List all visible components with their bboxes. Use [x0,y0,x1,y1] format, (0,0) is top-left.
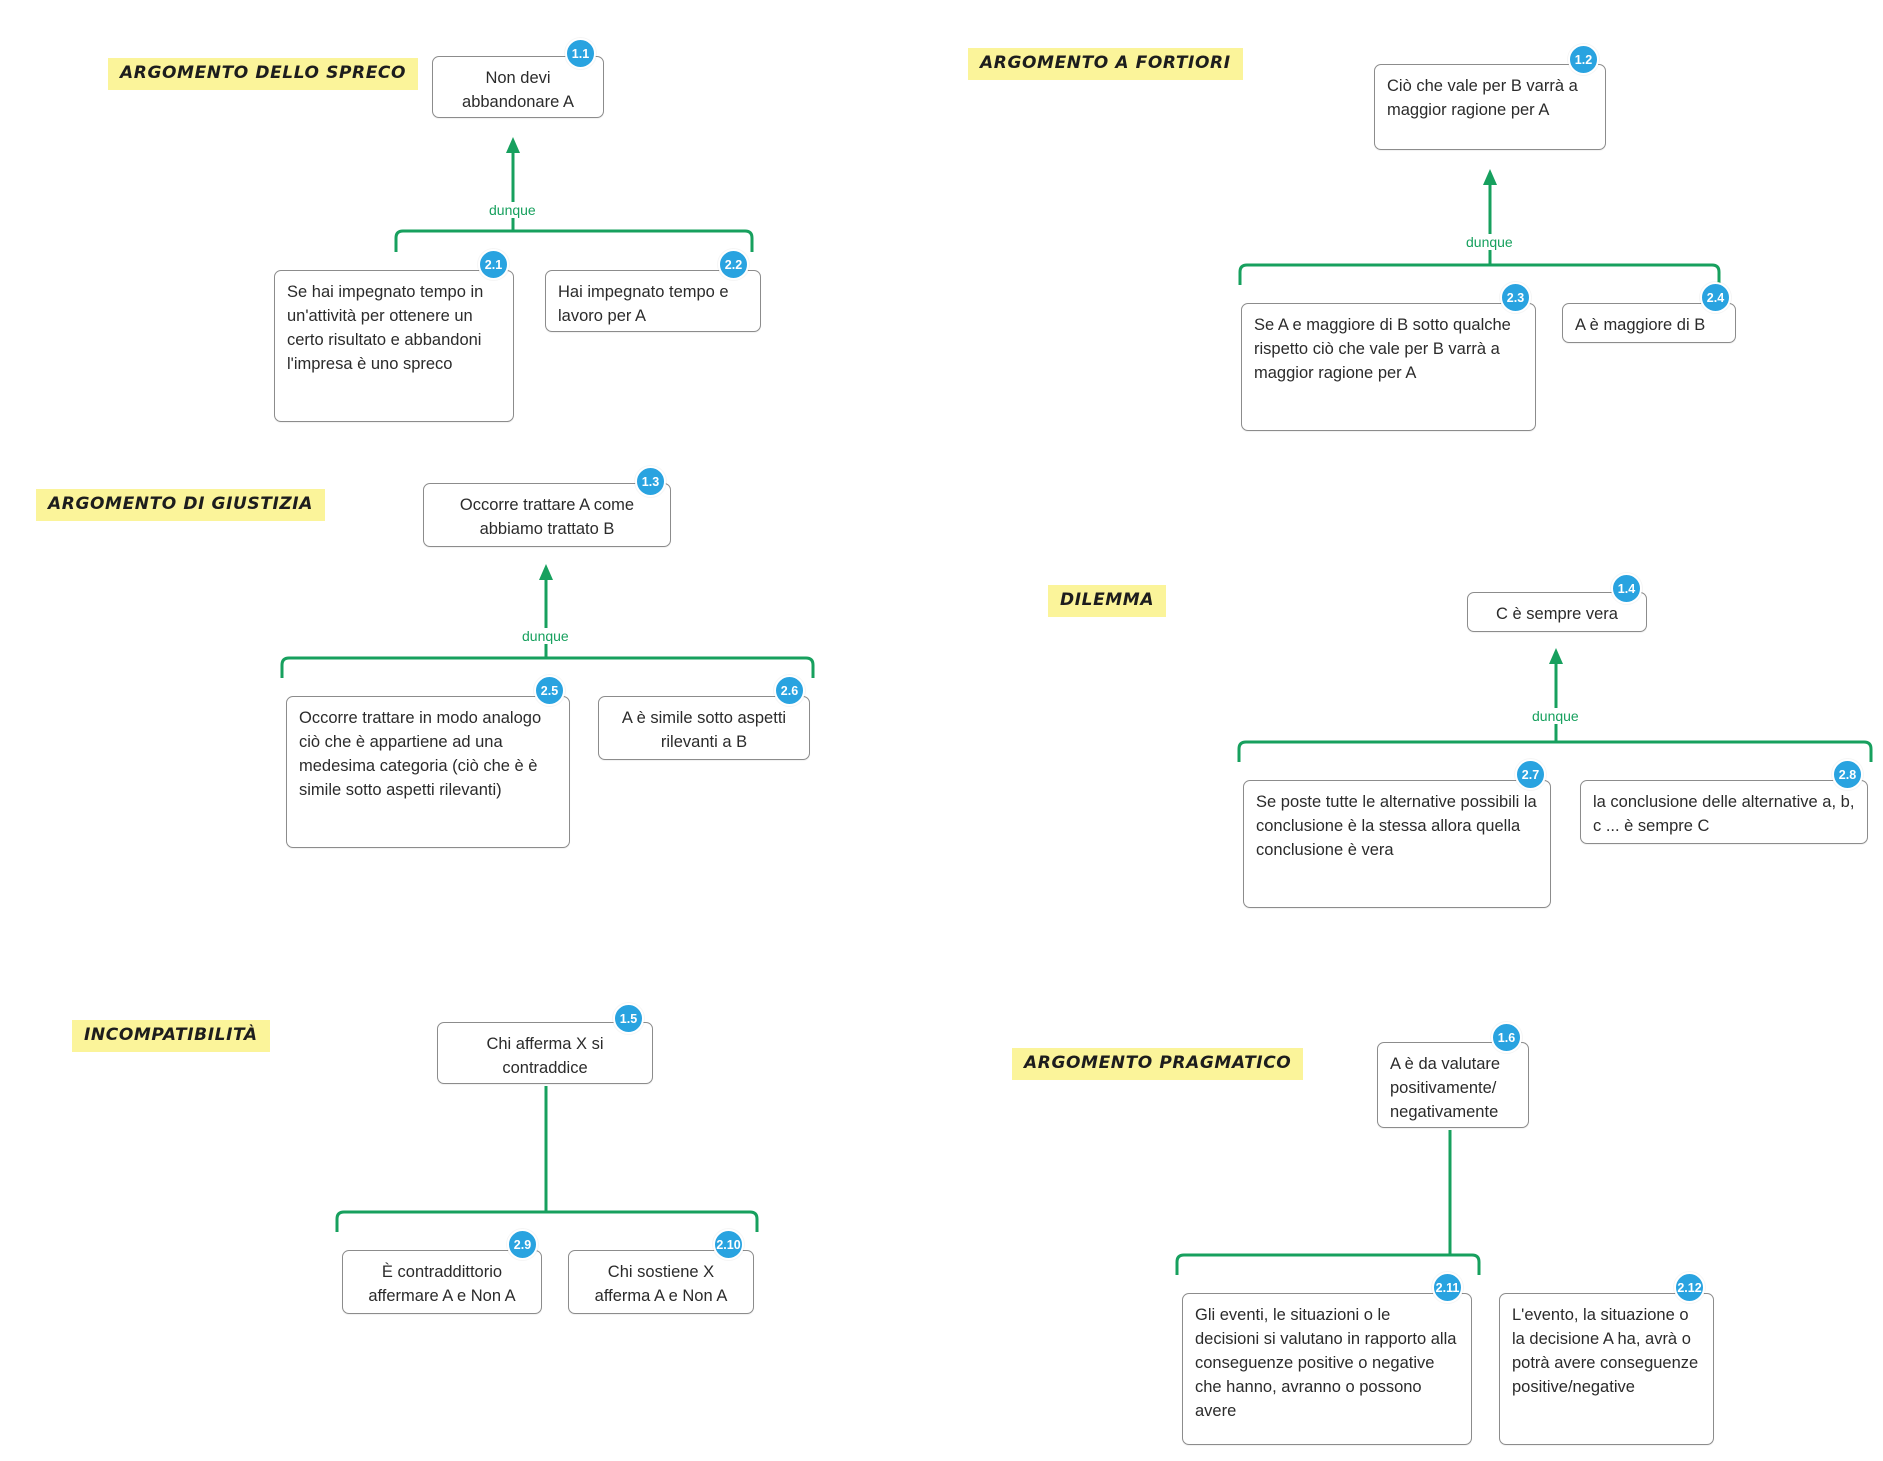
badge-2-5: 2.5 [534,675,565,706]
node-2-6[interactable] [598,696,810,760]
node-2-5-text: Occorre trattare in modo analogo ciò che è appartiene ad una medesima categoria (ciò che è è simile sotto aspetti rilevanti) [299,709,542,799]
badge-1-1: 1.1 [565,38,596,69]
node-2-12[interactable] [1499,1293,1714,1445]
node-2-11-text: Gli eventi, le situazioni o le decisioni si valutano in rapporto alla conseguenze positive o negative che hanno, avranno o possono avere [1195,1306,1457,1420]
badge-2-11: 2.11 [1432,1272,1463,1303]
badge-1-6: 1.6 [1491,1022,1522,1053]
badge-2-8: 2.8 [1832,759,1863,790]
node-2-6-text: A è simile sotto aspetti rilevanti a B [621,709,787,751]
group-title-dilemma-label: DILEMMA [1060,590,1155,610]
badge-2-4: 2.4 [1700,282,1731,313]
node-2-8-text: la conclusione delle alternative a, b, c ... è sempre C [1593,793,1855,835]
badge-1-2: 1.2 [1568,44,1599,75]
node-1-4-text: C è sempre vera [1496,605,1618,623]
connector-label-dilemma: dunque [1528,708,1583,724]
node-2-5[interactable] [286,696,570,848]
node-1-2[interactable] [1374,64,1606,150]
group-title-giustizia-label: ARGOMENTO DI GIUSTIZIA [48,494,313,514]
node-2-7[interactable] [1243,780,1551,908]
group-title-dilemma [1048,585,1166,617]
node-2-12-text: L'evento, la situazione o la decisione A ha, avrà o potrà avere conseguenze positive/negative [1512,1306,1699,1396]
group-title-giustizia [36,489,325,521]
node-2-2-text: Hai impegnato tempo e lavoro per A [558,283,729,325]
group-title-pragmatico [1012,1048,1303,1080]
badge-2-6: 2.6 [774,675,805,706]
node-1-1-text: Non devi abbandonare A [462,69,574,111]
badge-2-10: 2.10 [713,1229,744,1260]
connector-label-spreco: dunque [485,202,540,218]
node-2-4-text: A è maggiore di B [1575,316,1706,334]
node-2-7-text: Se poste tutte le alternative possibili la conclusione è la stessa allora quella conclusione è vera [1256,793,1537,859]
node-2-1-text: Se hai impegnato tempo in un'attività per ottenere un certo risultato e abbandoni l'impresa è uno spreco [287,283,484,373]
group-title-pragmatico-label: ARGOMENTO PRAGMATICO [1024,1053,1292,1073]
group-title-incompatibilita [72,1020,270,1052]
badge-2-7: 2.7 [1515,759,1546,790]
badge-2-2: 2.2 [718,249,749,280]
node-2-8[interactable] [1580,780,1868,844]
group-title-spreco-label: ARGOMENTO DELLO SPRECO [120,63,407,83]
badge-1-4: 1.4 [1611,573,1642,604]
badge-2-12: 2.12 [1674,1272,1705,1303]
node-1-2-text: Ciò che vale per B varrà a maggior ragione per A [1387,77,1578,119]
node-2-11[interactable] [1182,1293,1472,1445]
node-1-6[interactable] [1377,1042,1529,1128]
group-title-incompatibilita-label: INCOMPATIBILITÀ [84,1025,258,1045]
connector-label-giustizia: dunque [518,628,573,644]
node-2-9-text: È contraddittorio affermare A e Non A [368,1263,516,1305]
group-title-fortiori-label: ARGOMENTO A FORTIORI [980,53,1231,73]
node-2-10-text: Chi sostiene X afferma A e Non A [594,1263,728,1305]
node-1-6-text: A è da valutare positivamente/ negativamente [1390,1055,1501,1121]
badge-2-1: 2.1 [478,249,509,280]
node-1-5-text: Chi afferma X si contraddice [486,1035,604,1077]
node-2-9[interactable] [342,1250,542,1314]
node-2-1[interactable] [274,270,514,422]
badge-1-5: 1.5 [613,1003,644,1034]
node-2-3-text: Se A e maggiore di B sotto qualche rispetto ciò che vale per B varrà a maggior ragione per A [1254,316,1511,382]
group-title-spreco [108,58,418,90]
group-title-fortiori [968,48,1243,80]
node-1-3-text: Occorre trattare A come abbiamo trattato B [459,496,635,538]
badge-1-3: 1.3 [635,466,666,497]
node-1-3[interactable] [423,483,671,547]
badge-2-3: 2.3 [1500,282,1531,313]
badge-2-9: 2.9 [507,1229,538,1260]
node-2-3[interactable] [1241,303,1536,431]
connector-label-fortiori: dunque [1462,234,1517,250]
